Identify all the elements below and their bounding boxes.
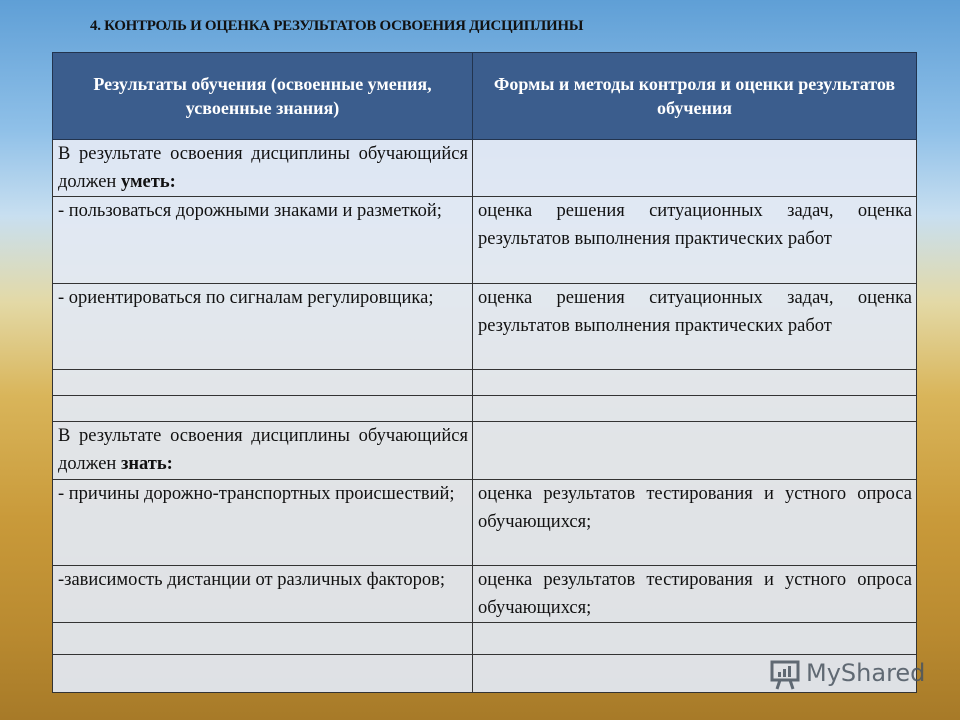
table-row bbox=[53, 284, 917, 370]
table-row bbox=[53, 140, 917, 197]
presentation-board-icon bbox=[768, 656, 802, 690]
method-cell: оценка решения ситуационных задач, оценка результатов выполнения практических работ bbox=[473, 284, 917, 370]
result-cell bbox=[53, 370, 473, 396]
result-text: В результате освоения дисциплины обучающийся должен bbox=[58, 144, 468, 192]
result-cell bbox=[53, 623, 473, 655]
result-cell bbox=[53, 284, 473, 370]
method-cell bbox=[473, 623, 917, 655]
result-text: - ориентироваться по сигналам регулировщика; bbox=[58, 288, 434, 308]
result-cell bbox=[53, 566, 473, 623]
watermark-text: MyShared bbox=[806, 659, 926, 687]
header-results: Результаты обучения (освоенные умения, усвоенные знания) bbox=[53, 53, 473, 140]
table-row bbox=[53, 422, 917, 480]
header-methods: Формы и методы контроля и оценки результатов обучения bbox=[473, 53, 917, 140]
table-row bbox=[53, 370, 917, 396]
result-cell bbox=[53, 140, 473, 197]
method-cell: оценка результатов тестирования и устного опроса обучающихся; bbox=[473, 480, 917, 566]
table-row bbox=[53, 623, 917, 655]
table-row bbox=[53, 197, 917, 284]
result-text: В результате освоения дисциплины обучающийся должен bbox=[58, 426, 468, 474]
method-cell bbox=[473, 370, 917, 396]
result-cell bbox=[53, 422, 473, 480]
result-text: -зависимость дистанции от различных факторов; bbox=[58, 570, 446, 590]
method-cell: оценка результатов тестирования и устного опроса обучающихся; bbox=[473, 566, 917, 623]
result-text: - причины дорожно-транспортных происшествий; bbox=[58, 484, 455, 504]
results-table bbox=[52, 52, 917, 693]
table-row bbox=[53, 396, 917, 422]
slide-title: 4. КОНТРОЛЬ И ОЦЕНКА РЕЗУЛЬТАТОВ ОСВОЕНИЯ ДИСЦИПЛИНЫ bbox=[90, 18, 584, 34]
method-cell bbox=[473, 140, 917, 197]
result-cell bbox=[53, 480, 473, 566]
table-row bbox=[53, 480, 917, 566]
method-cell bbox=[473, 422, 917, 480]
method-cell: оценка решения ситуационных задач, оценка результатов выполнения практических работ bbox=[473, 197, 917, 284]
result-keyword: уметь: bbox=[120, 172, 176, 192]
watermark bbox=[768, 656, 925, 690]
result-cell bbox=[53, 197, 473, 284]
method-cell bbox=[473, 396, 917, 422]
result-keyword: знать: bbox=[120, 454, 173, 474]
result-cell bbox=[53, 655, 473, 693]
result-text: - пользоваться дорожными знаками и разметкой; bbox=[58, 201, 442, 221]
result-cell bbox=[53, 396, 473, 422]
table-row bbox=[53, 566, 917, 623]
